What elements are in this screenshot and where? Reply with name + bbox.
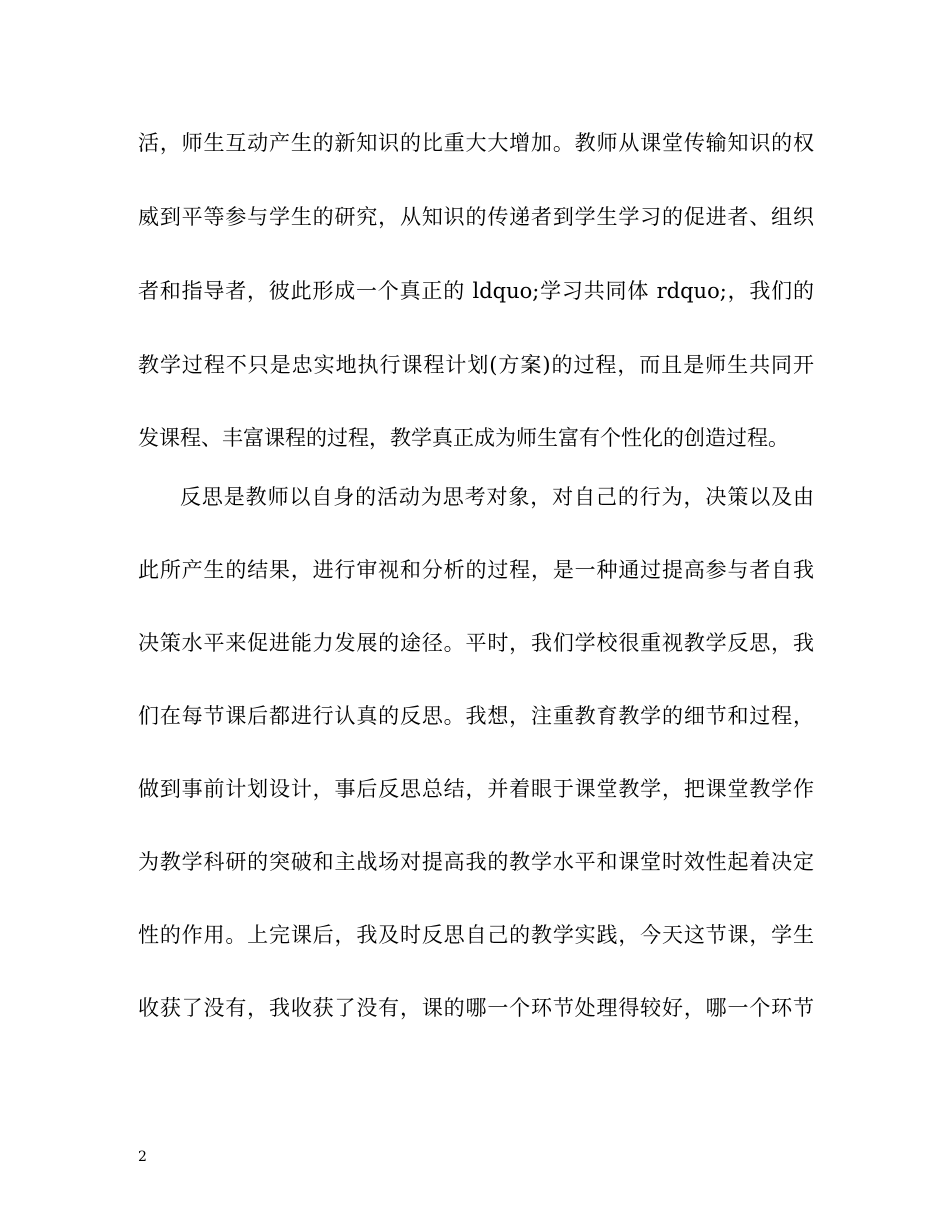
text-line: 者和指导者，彼此形成一个真正的 ldquo;学习共同体 rdquo;，我们的 [138, 279, 814, 303]
text-line: 教学过程不只是忠实地执行课程计划(方案)的过程，而且是师生共同开 [138, 353, 814, 377]
page-number: 2 [138, 1149, 147, 1165]
text-line: 收获了没有，我收获了没有，课的哪一个环节处理得较好，哪一个环节 [138, 996, 814, 1020]
text-line: 性的作用。上完课后，我及时反思自己的教学实践，今天这节课，学生 [138, 923, 814, 947]
text-line: 威到平等参与学生的研究，从知识的传递者到学生学习的促进者、组织 [138, 205, 814, 229]
text-line: 为教学科研的突破和主战场对提高我的教学水平和课堂时效性起着决定 [138, 850, 814, 874]
text-line: 此所产生的结果，进行审视和分析的过程，是一种通过提高参与者自我 [138, 558, 814, 582]
text-line: 活，师生互动产生的新知识的比重大大增加。教师从课堂传输知识的权 [138, 131, 814, 155]
text-line: 决策水平来促进能力发展的途径。平时，我们学校很重视教学反思，我 [138, 631, 814, 655]
text-line: 发课程、丰富课程的过程，教学真正成为师生富有个性化的创造过程。 [138, 426, 789, 450]
text-line: 们在每节课后都进行认真的反思。我想，注重教育教学的细节和过程， [138, 704, 814, 728]
text-line: 做到事前计划设计，事后反思总结，并着眼于课堂教学，把课堂教学作 [138, 777, 814, 801]
paragraph-first-line: 反思是教师以自身的活动为思考对象，对自己的行为，决策以及由 [180, 485, 814, 509]
